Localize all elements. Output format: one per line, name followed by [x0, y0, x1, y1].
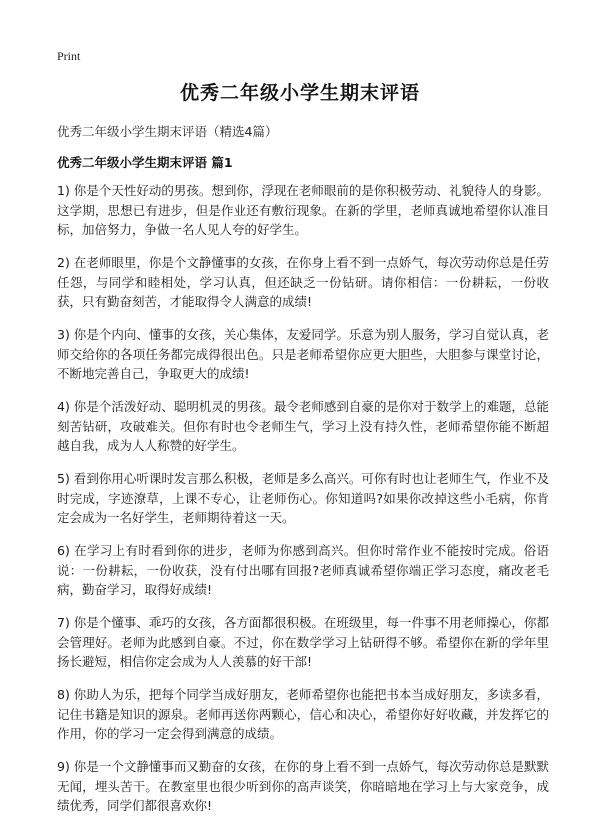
section-heading: 优秀二年级小学生期末评语 篇1	[57, 155, 233, 170]
paragraph-4: 4) 你是个活泼好动、聪明机灵的男孩。最令老师感到自豪的是你对于数学上的难题，总能刻苦钻研，攻破难关。但你有时也令老师生气，学习上没有持久性，老师希望你能不断超越自我，成为人人称赞的好学生。	[57, 399, 549, 453]
document-subtitle: 优秀二年级小学生期末评语（精选4篇）	[57, 124, 278, 139]
paragraph-1: 1) 你是个天性好动的男孩。想到你，浮现在老师眼前的是你积极劳动、礼貌待人的身影。这学期，思想已有进步，但是作业还有敷衍现象。在新的学里，老师真诚地希望你认准目标，加倍努力，争做一名人见人夸的好学生。	[57, 183, 549, 237]
paragraph-2: 2) 在老师眼里，你是个文静懂事的女孩，在你身上看不到一点娇气，每次劳动你总是任劳任怨，与同学和睦相处，学习认真，但还缺乏一份钻研。请你相信：一份耕耘，一份收获，只有勤奋刻苦，才能取得令人满意的成绩!	[57, 255, 549, 309]
paragraph-6: 6) 在学习上有时看到你的进步，老师为你感到高兴。但你时常作业不能按时完成。俗语说：一份耕耘，一份收获，没有付出哪有回报?老师真诚希望你端正学习态度，痛改老毛病，勤奋学习，取得好成绩!	[57, 543, 549, 597]
print-label: Print	[57, 49, 81, 63]
paragraph-5: 5) 看到你用心听课时发言那么积极，老师是多么高兴。可你有时也让老师生气，作业不及时完成，字迹潦草，上课不专心，让老师伤心。你知道吗?如果你改掉这些小毛病，你肯定会成为一名好学生，老师期待着这一天。	[57, 471, 549, 525]
page-title: 优秀二年级小学生期末评语	[179, 82, 420, 104]
paragraph-list	[57, 181, 549, 829]
paragraph-9: 9) 你是一个文静懂事而又勤奋的女孩，在你的身上看不到一点娇气，每次劳动你总是默默无闻，埋头苦干。在教室里也很少听到你的高声谈笑，你暗暗地在学习上与大家竞争，成绩优秀，同学们都很喜欢你!	[57, 759, 549, 813]
paragraph-3: 3) 你是个内向、懂事的女孩，关心集体，友爱同学。乐意为别人服务，学习自觉认真，老师交给你的各项任务都完成得很出色。只是老师希望你应更大胆些，大胆参与课堂讨论，不断地完善自己，争取更大的成绩!	[57, 327, 549, 381]
paragraph-7: 7) 你是个懂事、乖巧的女孩，各方面都很积极。在班级里，每一件事不用老师操心，你都会管理好。老师为此感到自豪。不过，你在数学学习上钻研得不够。希望你在新的学年里扬长避短，相信你定会成为人人羡慕的好干部!	[57, 615, 549, 669]
paragraph-8: 8) 你助人为乐，把每个同学当成好朋友，老师希望你也能把书本当成好朋友，多读多看，记住书籍是知识的源泉。老师再送你两颗心，信心和决心，希望你好好收藏，并发挥它的作用，你的学习一定会得到满意的成绩。	[57, 687, 549, 741]
